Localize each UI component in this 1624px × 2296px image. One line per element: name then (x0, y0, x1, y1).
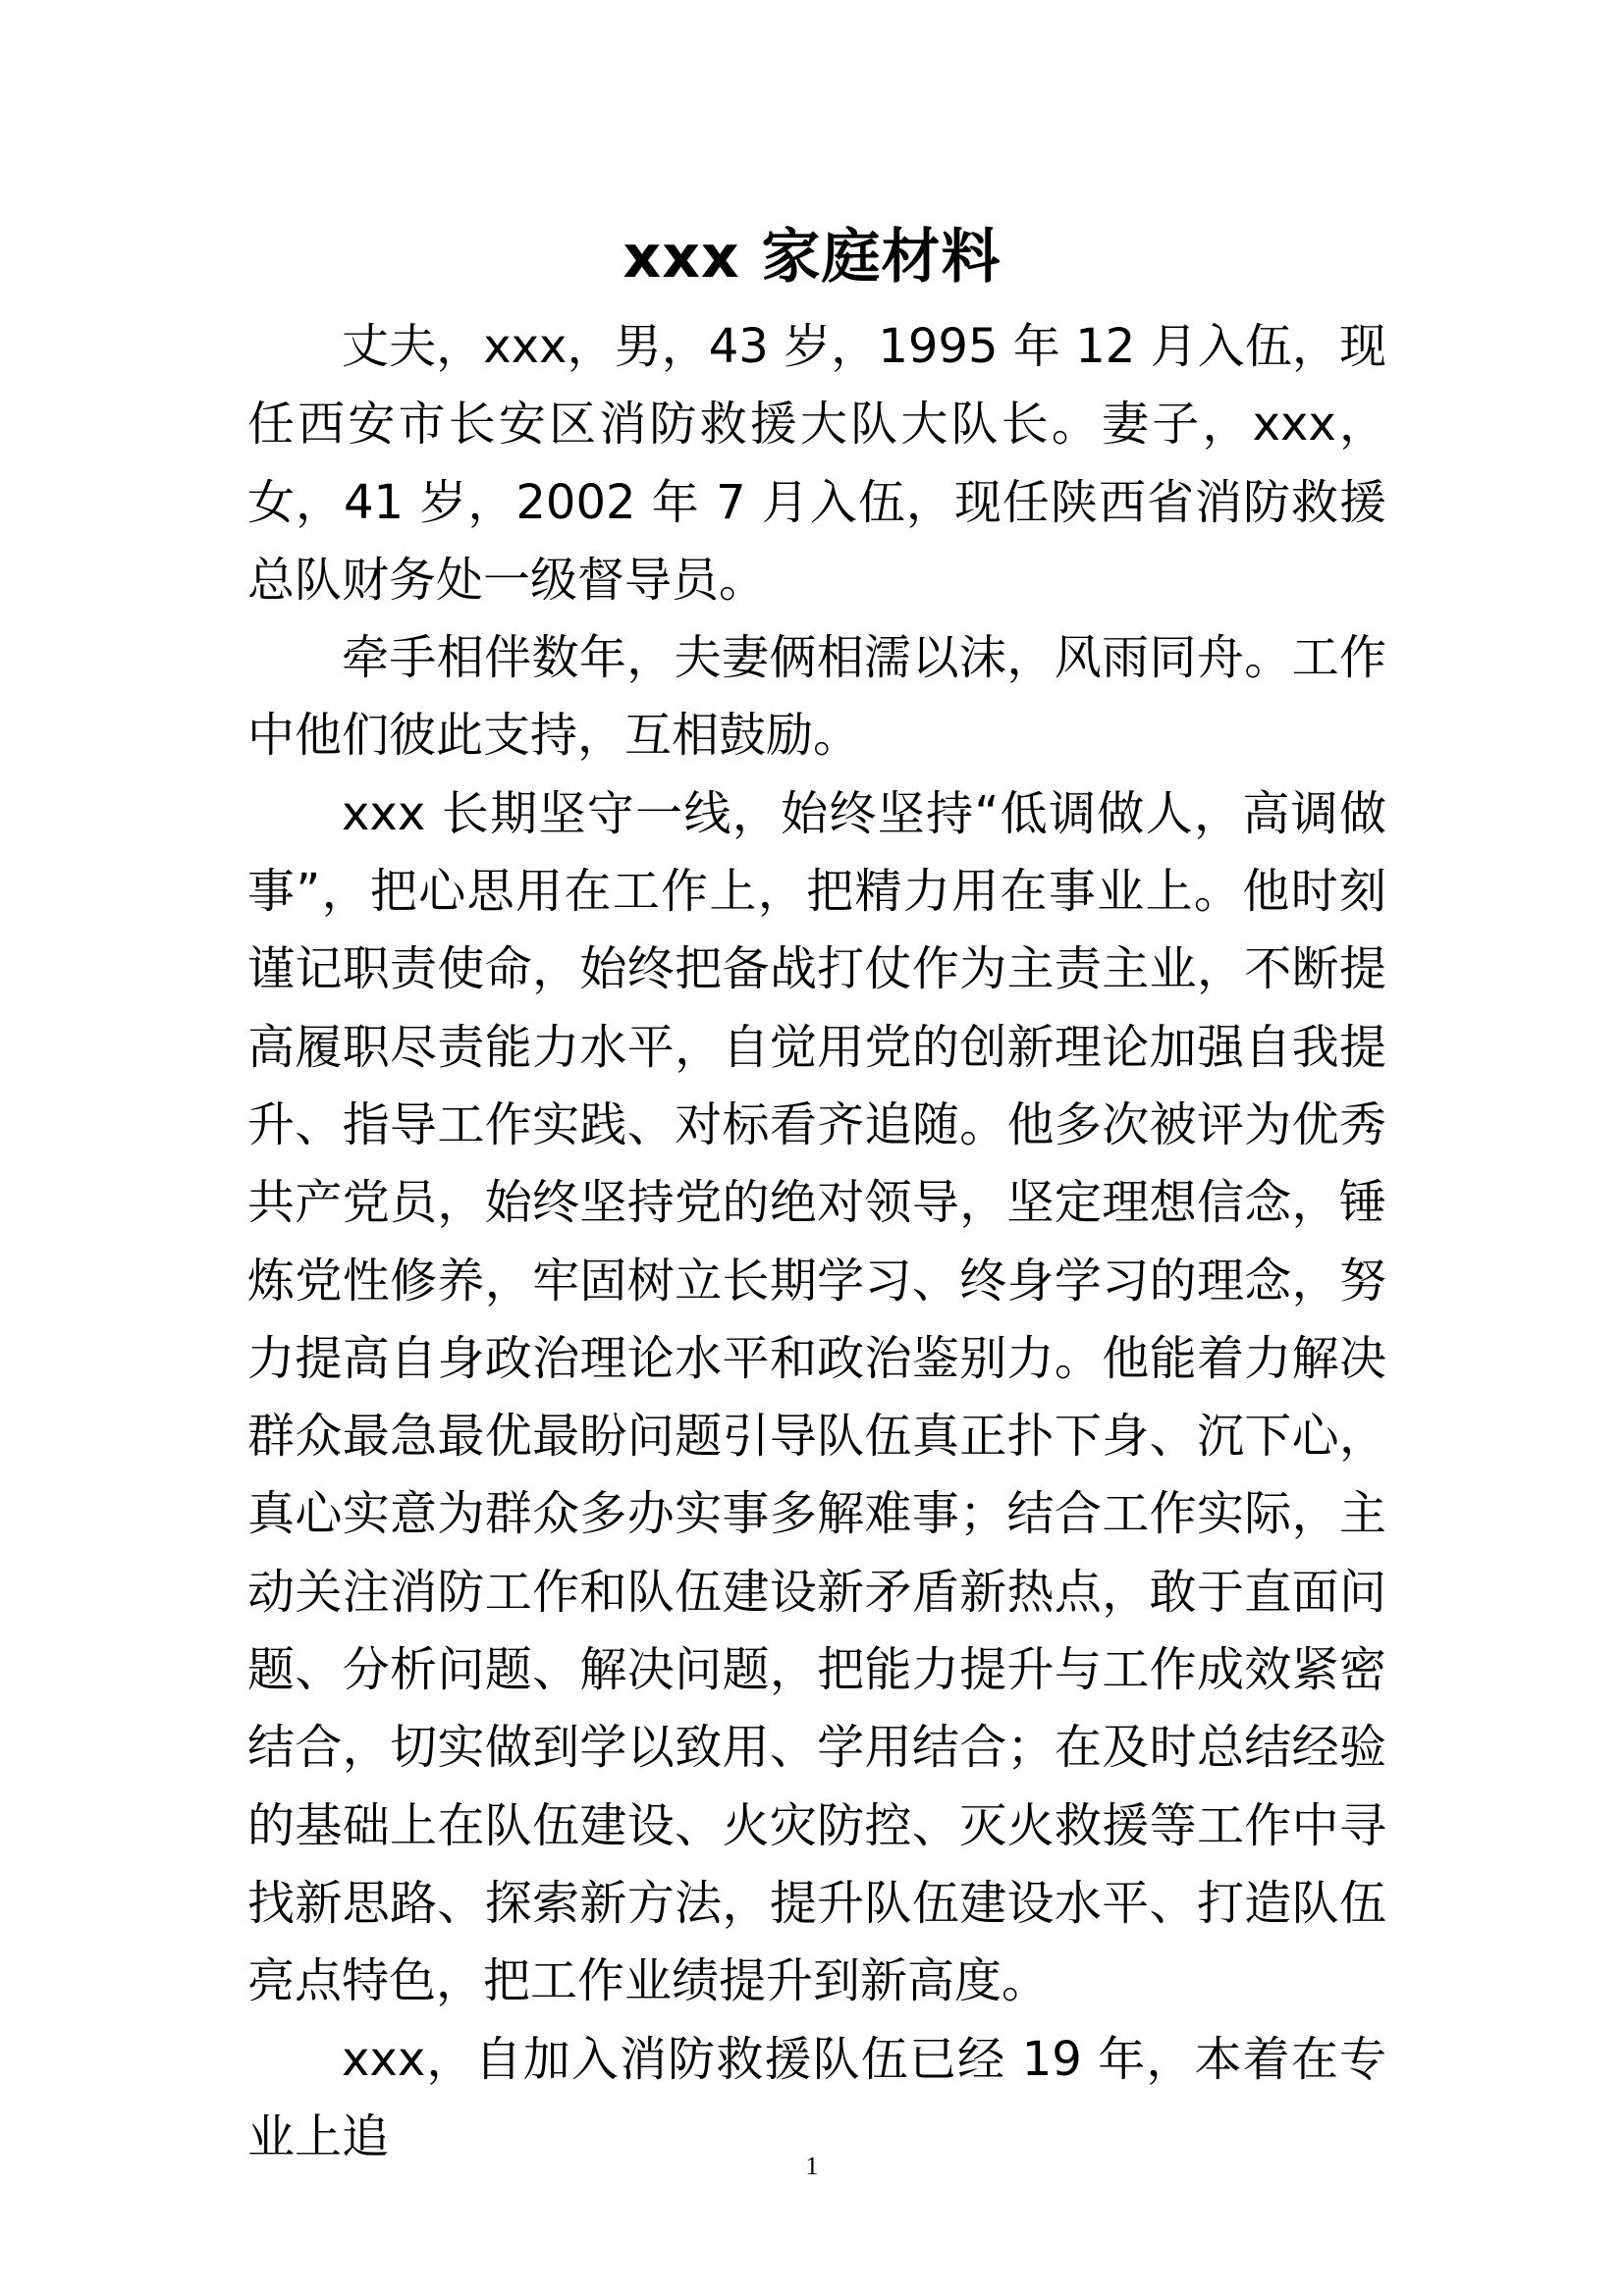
paragraph: 丈夫，xxx，男，43 岁，1995 年 12 月入伍，现任西安市长安区消防救援大队大队长。妻子，xxx，女，41 岁，2002 年 7 月入伍，现任陕西省消防救援总队财务处一级督导员。 (247, 319, 1386, 608)
paragraph: xxx，自加入消防救援队伍已经 19 年，本着在专业上追 (247, 2031, 1386, 2164)
paragraph: 牵手相伴数年，夫妻俩相濡以沫，风雨同舟。工作中他们彼此支持，互相鼓励。 (247, 630, 1386, 764)
document-body (247, 308, 1386, 2176)
document-title: xxx 家庭材料 (623, 223, 1001, 292)
page-number: 1 (805, 2152, 819, 2180)
paragraph: xxx 长期坚守一线，始终坚持“低调做人，高调做事”，把心思用在工作上，把精力用在事业上。他时刻谨记职责使命，始终把备战打仗作为主责主业，不断提高履职尽责能力水平，自觉用党的创新理论加强自我提升、指导工作实践、对标看齐追随。他多次被评为优秀共产党员，始终坚持党的绝对领导，坚定理想信念，锤炼党性修养，牢固树立长期学习、终身学习的理念，努力提高自身政治理论水平和政治鉴别力。他能着力解决群众最急最优最盼问题引导队伍真正扑下身、沉下心，真心实意为群众多办实事多解难事；结合工作实际，主动关注消防工作和队伍建设新矛盾新热点，敢于直面问题、分析问题、解决问题，把能力提升与工作成效紧密结合，切实做到学以致用、学用结合；在及时总结经验的基础上在队伍建设、火灾防控、灭火救援等工作中寻找新思路、探索新方法，提升队伍建设水平、打造队伍亮点特色，把工作业绩提升到新高度。 (247, 785, 1386, 2009)
